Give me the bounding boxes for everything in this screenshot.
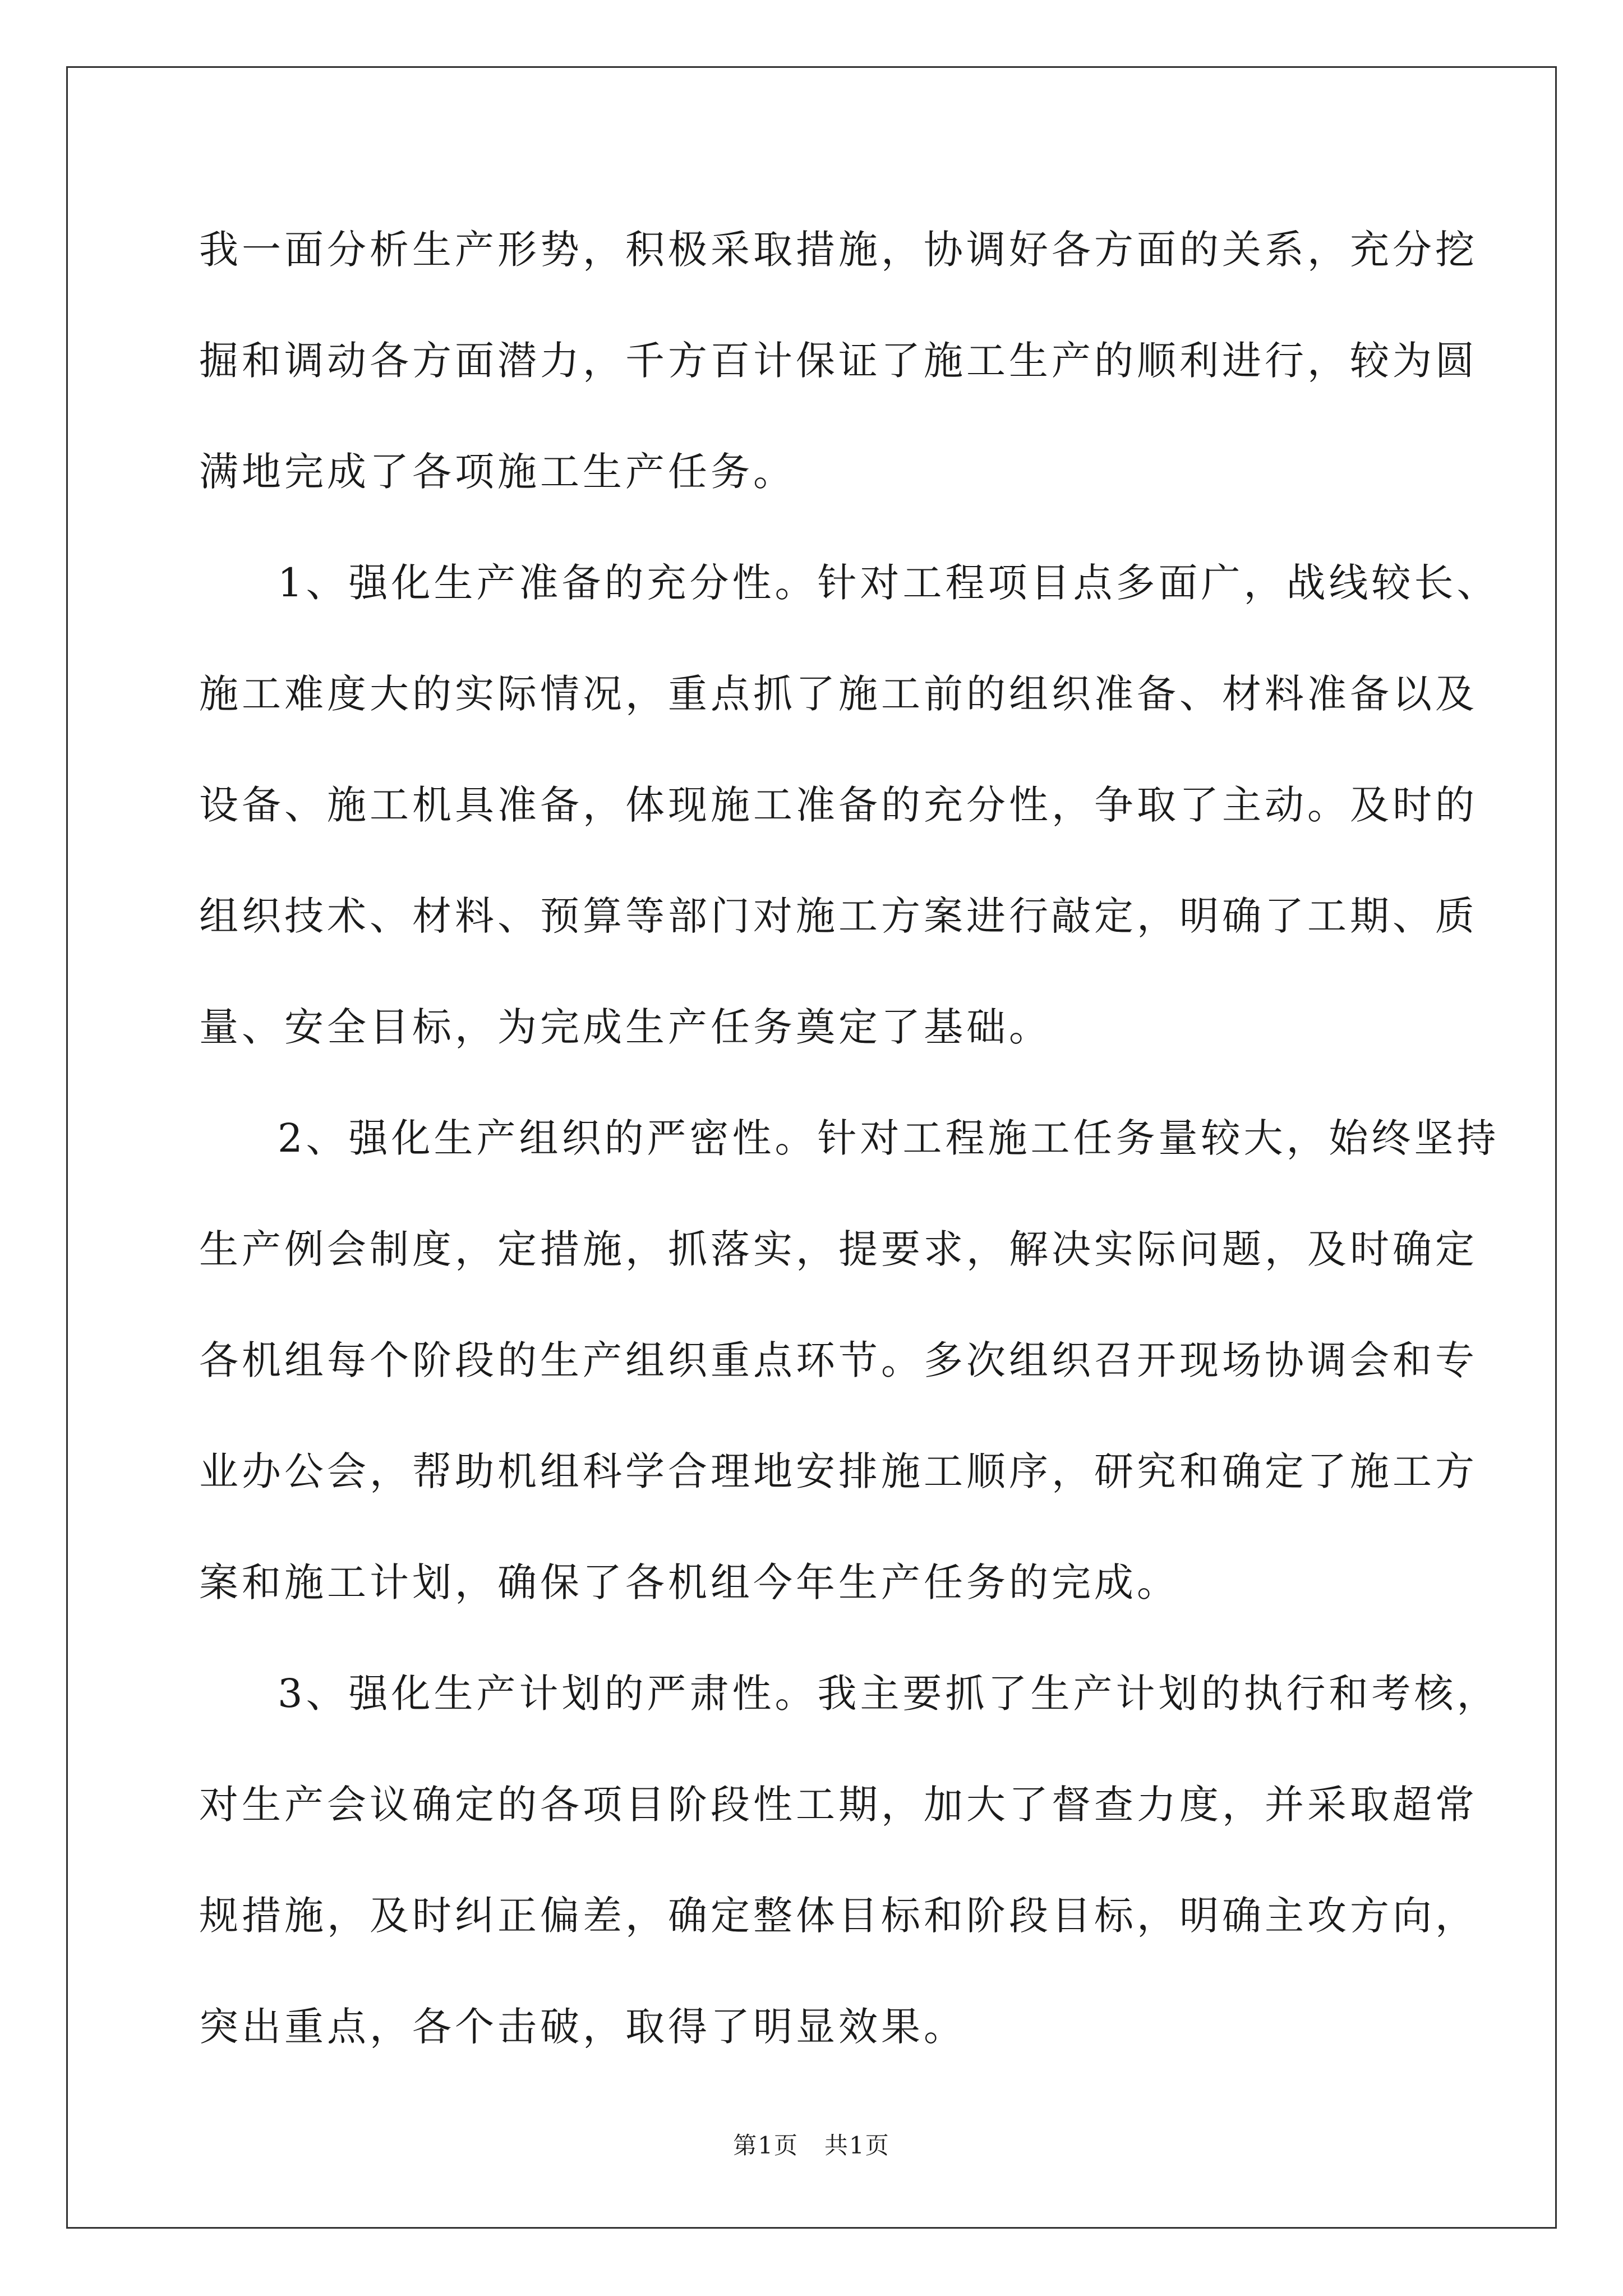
text-line: 对生产会议确定的各项目阶段性工期，加大了督查力度，并采取超常 <box>199 1782 1478 1828</box>
text-line: 1、强化生产准备的充分性。针对工程项目点多面广，战线较长、 <box>278 560 1500 606</box>
text-line: 生产例会制度，定措施，抓落实，提要求，解决实际问题，及时确定 <box>199 1226 1478 1272</box>
document-body <box>199 216 1500 2104</box>
text-line: 规措施，及时纠正偏差，确定整体目标和阶段目标，明确主攻方向， <box>199 1893 1478 1939</box>
text-line: 施工难度大的实际情况，重点抓了施工前的组织准备、材料准备以及 <box>199 671 1478 717</box>
text-line: 各机组每个阶段的生产组织重点环节。多次组织召开现场协调会和专 <box>199 1337 1478 1383</box>
text-line: 掘和调动各方面潜力，千方百计保证了施工生产的顺利进行，较为圆 <box>199 338 1478 384</box>
text-line: 案和施工计划，确保了各机组今年生产任务的完成。 <box>199 1559 1179 1605</box>
page-number: 第1页 共1页 <box>733 2132 890 2159</box>
text-line: 满地完成了各项施工生产任务。 <box>199 449 796 495</box>
text-line: 业办公会，帮助机组科学合理地安排施工顺序，研究和确定了施工方 <box>199 1448 1478 1494</box>
text-line: 2、强化生产组织的严密性。针对工程施工任务量较大，始终坚持 <box>278 1115 1500 1161</box>
text-line: 我一面分析生产形势，积极采取措施，协调好各方面的关系，充分挖 <box>199 227 1478 273</box>
text-line: 量、安全目标，为完成生产任务奠定了基础。 <box>199 1004 1052 1050</box>
text-line: 组织技术、材料、预算等部门对施工方案进行敲定，明确了工期、质 <box>199 893 1478 939</box>
text-line: 突出重点，各个击破，取得了明显效果。 <box>199 2004 966 2050</box>
text-line: 3、强化生产计划的严肃性。我主要抓了生产计划的执行和考核， <box>278 1671 1500 1717</box>
text-line: 设备、施工机具准备，体现施工准备的充分性，争取了主动。及时的 <box>199 782 1478 828</box>
